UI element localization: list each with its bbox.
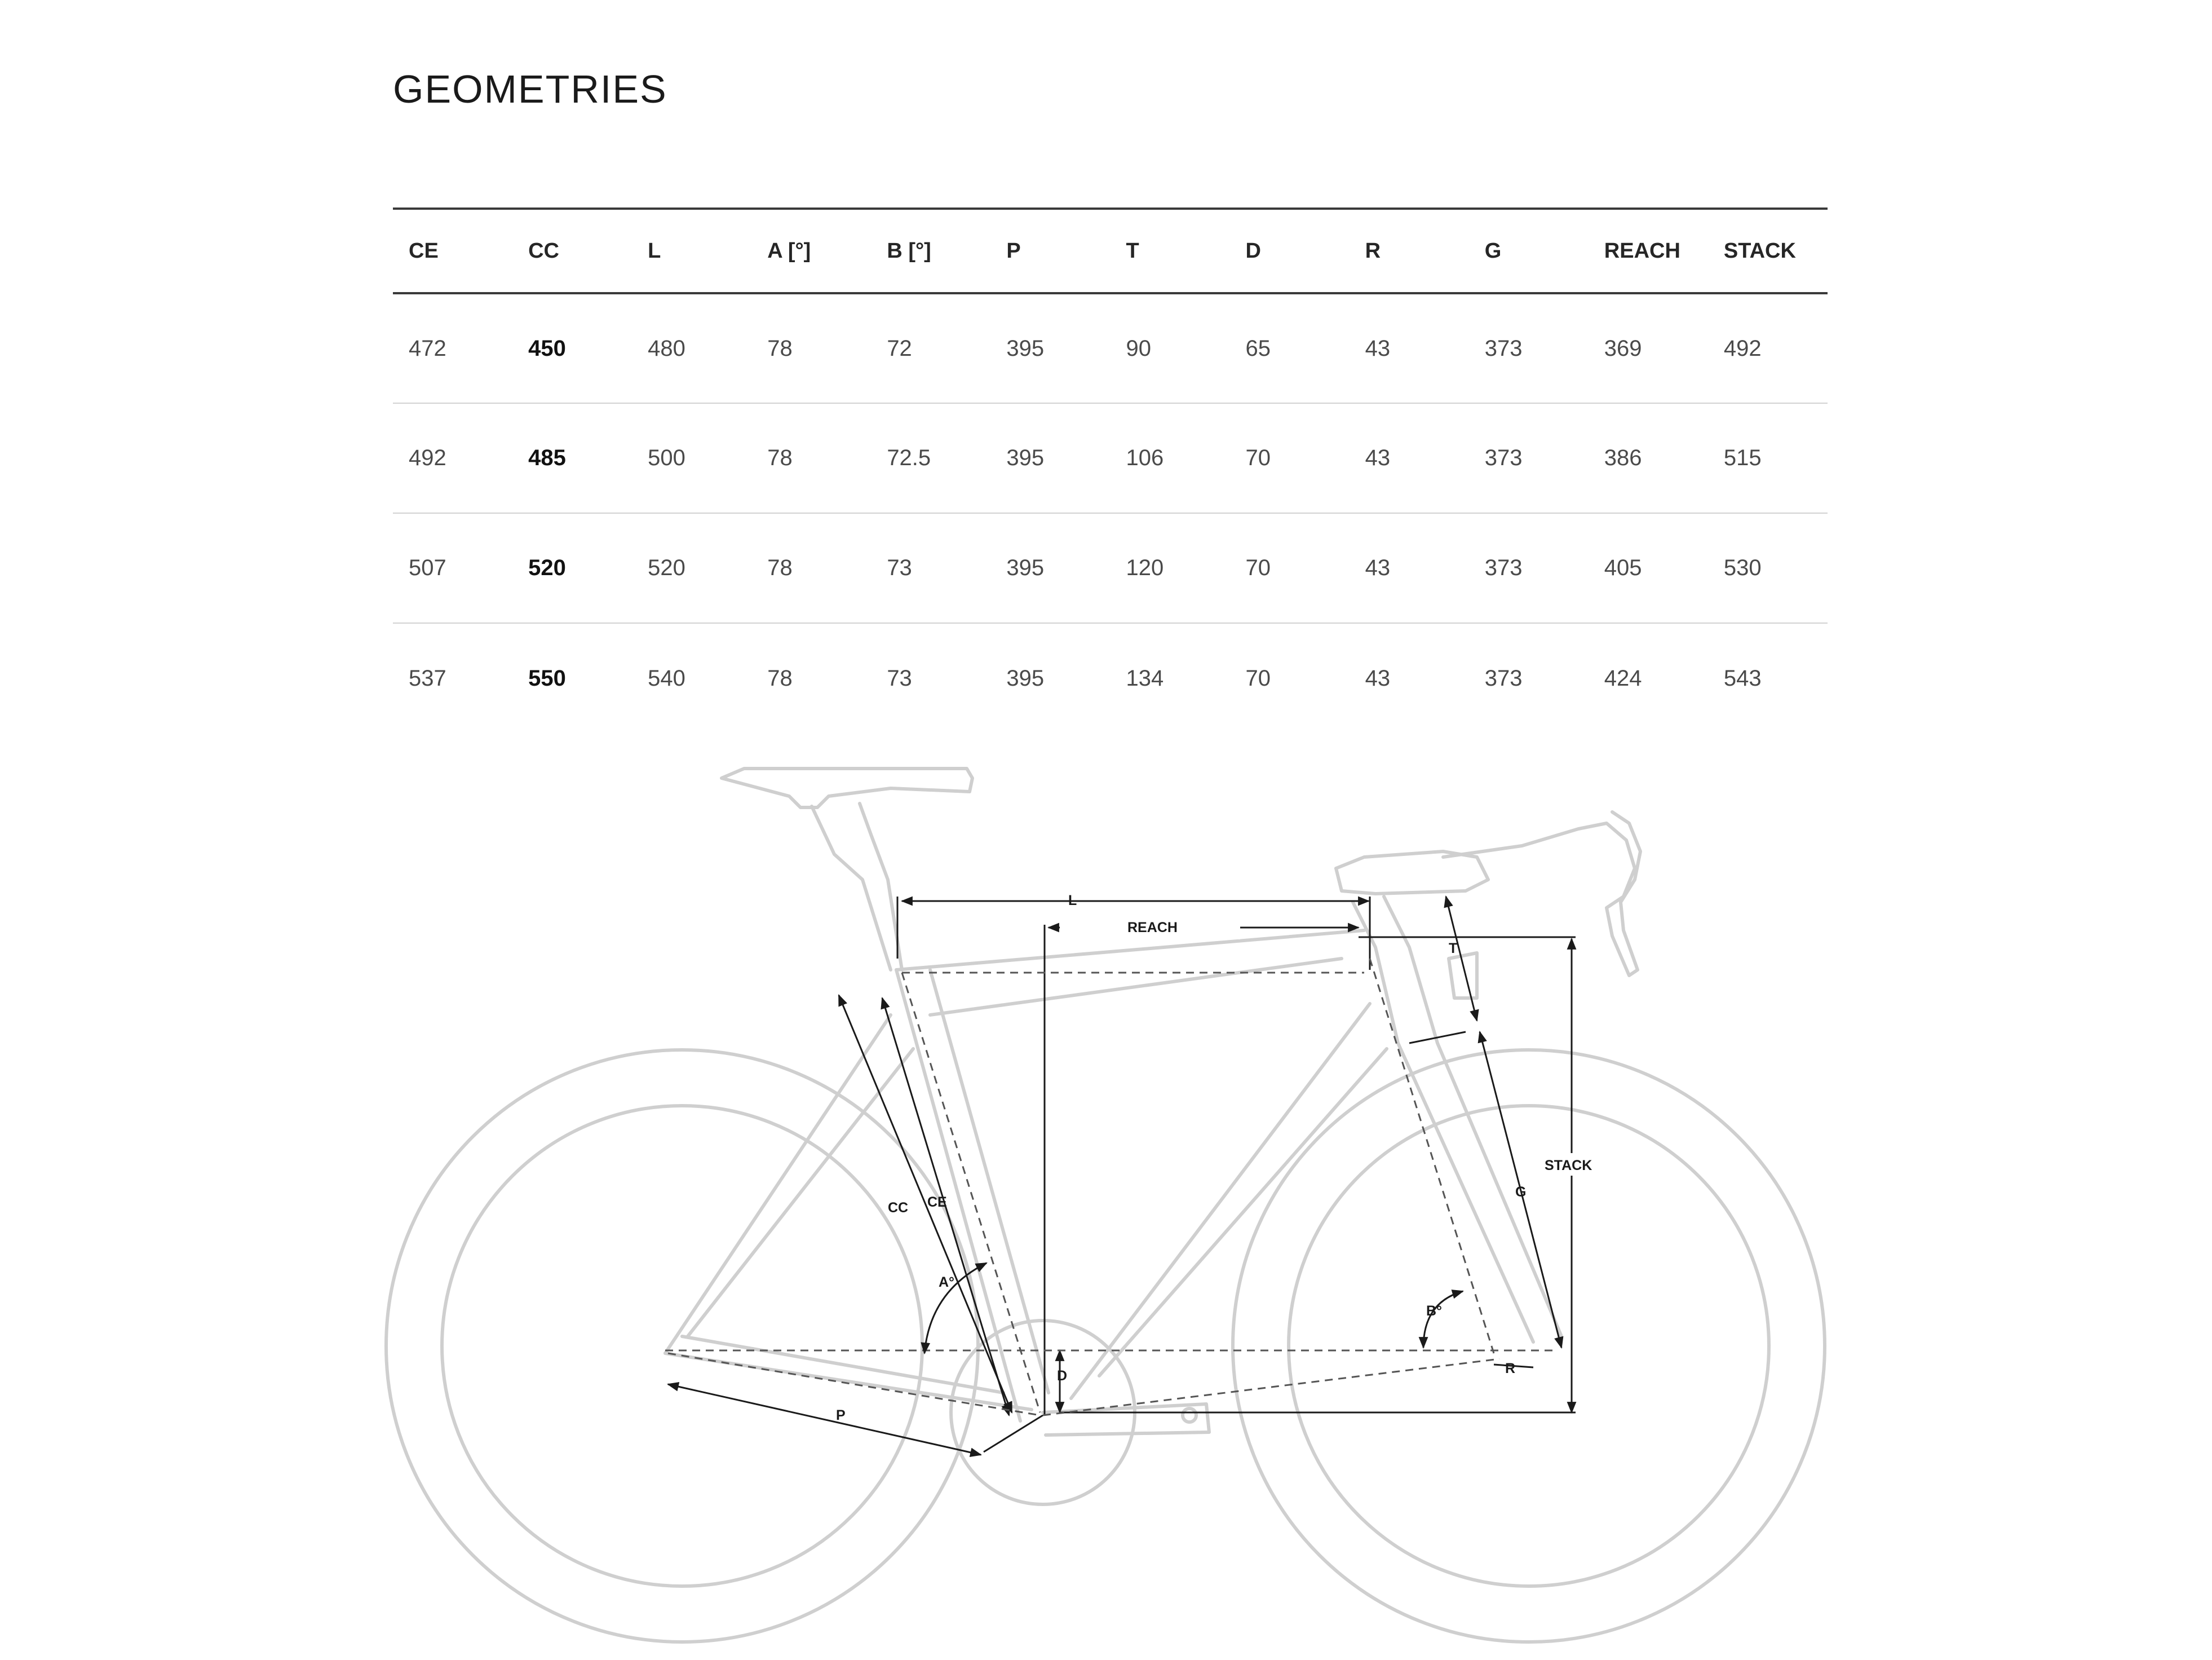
- cell-l: 540: [648, 665, 685, 691]
- cell-t: 134: [1126, 665, 1164, 691]
- cell-reach: 386: [1604, 445, 1642, 470]
- col-header-r: R: [1365, 239, 1381, 263]
- cell-d: 70: [1245, 665, 1271, 691]
- saddle: [722, 769, 972, 807]
- label-a: A°: [939, 1274, 955, 1290]
- dashed-drop: [1043, 1359, 1499, 1415]
- handlebar: [1443, 812, 1640, 975]
- top-tube: [896, 930, 1364, 1015]
- cell-t: 106: [1126, 445, 1164, 470]
- cell-cc: 450: [528, 335, 566, 361]
- cell-g: 373: [1484, 665, 1523, 691]
- label-l: L: [1068, 893, 1077, 908]
- dashed-head-axis: [1370, 959, 1494, 1353]
- cell-d: 70: [1245, 445, 1271, 470]
- label-p: P: [836, 1407, 846, 1423]
- cell-r: 43: [1365, 445, 1391, 470]
- label-ce: CE: [927, 1194, 947, 1210]
- cell-b: 72: [887, 335, 912, 361]
- cell-reach: 405: [1604, 555, 1642, 580]
- label-r: R: [1505, 1361, 1516, 1376]
- label-b: B°: [1426, 1303, 1443, 1319]
- cell-p: 395: [1006, 335, 1045, 361]
- cell-p: 395: [1006, 555, 1045, 580]
- cell-p: 395: [1006, 445, 1045, 470]
- rear-wheel-inner: [442, 1106, 922, 1586]
- cell-cc: 485: [528, 445, 566, 470]
- bike-outline: [386, 769, 1825, 1642]
- cell-cc: 520: [528, 555, 566, 580]
- cell-reach: 369: [1604, 335, 1642, 361]
- col-header-d: D: [1245, 239, 1261, 263]
- diagram-labels: [836, 893, 1612, 1423]
- page-title: GEOMETRIES: [393, 67, 667, 111]
- cell-p: 395: [1006, 665, 1045, 691]
- label-d: D: [1057, 1368, 1068, 1384]
- dim-tick-p-right: [984, 1415, 1043, 1452]
- col-header-g: G: [1484, 239, 1502, 263]
- cell-stack: 543: [1723, 665, 1762, 691]
- label-reach: REACH: [1127, 920, 1178, 935]
- cell-d: 65: [1245, 335, 1271, 361]
- cell-l: 500: [648, 445, 685, 470]
- cell-ce: 537: [409, 665, 446, 691]
- cell-a: 78: [767, 445, 793, 470]
- cell-a: 78: [767, 665, 793, 691]
- dashed-chainstay: [668, 1353, 1040, 1415]
- col-header-t: T: [1126, 239, 1139, 263]
- label-cc: CC: [888, 1200, 909, 1216]
- col-header-reach: REACH: [1604, 239, 1680, 263]
- rear-wheel-outer: [386, 1050, 978, 1642]
- crank-pedal-axle: [1183, 1409, 1196, 1422]
- col-header-stack: STACK: [1723, 239, 1796, 263]
- handlebar-lower: [1449, 953, 1477, 998]
- measure-lines: [668, 897, 1576, 1455]
- stem: [1336, 851, 1488, 894]
- cell-l: 480: [648, 335, 685, 361]
- col-header-ce: CE: [409, 239, 439, 263]
- fork: [1398, 1043, 1561, 1342]
- cell-a: 78: [767, 555, 793, 580]
- cell-t: 120: [1126, 555, 1164, 580]
- cell-b: 73: [887, 555, 912, 580]
- cell-r: 43: [1365, 555, 1391, 580]
- angle-arcs: [924, 1263, 1463, 1353]
- cell-g: 373: [1484, 335, 1523, 361]
- col-header-l: L: [648, 239, 661, 263]
- col-header-cc: CC: [528, 239, 559, 263]
- label-g: G: [1515, 1184, 1527, 1200]
- cell-g: 373: [1484, 445, 1523, 470]
- head-tube: [1353, 897, 1437, 1043]
- cell-stack: 515: [1723, 445, 1762, 470]
- cell-a: 78: [767, 335, 793, 361]
- label-stack: STACK: [1545, 1158, 1592, 1173]
- col-header-a: A [°]: [767, 239, 811, 263]
- cell-stack: 492: [1723, 335, 1762, 361]
- cell-b: 73: [887, 665, 912, 691]
- cell-ce: 492: [409, 445, 446, 470]
- col-header-p: P: [1006, 239, 1021, 263]
- cell-g: 373: [1484, 555, 1523, 580]
- cell-ce: 472: [409, 335, 446, 361]
- cell-reach: 424: [1604, 665, 1642, 691]
- front-wheel-outer: [1233, 1050, 1825, 1642]
- cell-l: 520: [648, 555, 685, 580]
- cell-stack: 530: [1723, 555, 1762, 580]
- seat-stay: [665, 1015, 913, 1353]
- cell-r: 43: [1365, 335, 1391, 361]
- front-wheel-inner: [1289, 1106, 1769, 1586]
- cell-r: 43: [1365, 665, 1391, 691]
- arc-b: [1423, 1291, 1463, 1348]
- cell-d: 70: [1245, 555, 1271, 580]
- label-t: T: [1449, 941, 1458, 956]
- cell-ce: 507: [409, 555, 446, 580]
- cell-t: 90: [1126, 335, 1151, 361]
- cell-cc: 550: [528, 665, 566, 691]
- seatpost: [812, 803, 902, 970]
- col-header-b: B [°]: [887, 239, 931, 263]
- cell-b: 72.5: [887, 445, 931, 470]
